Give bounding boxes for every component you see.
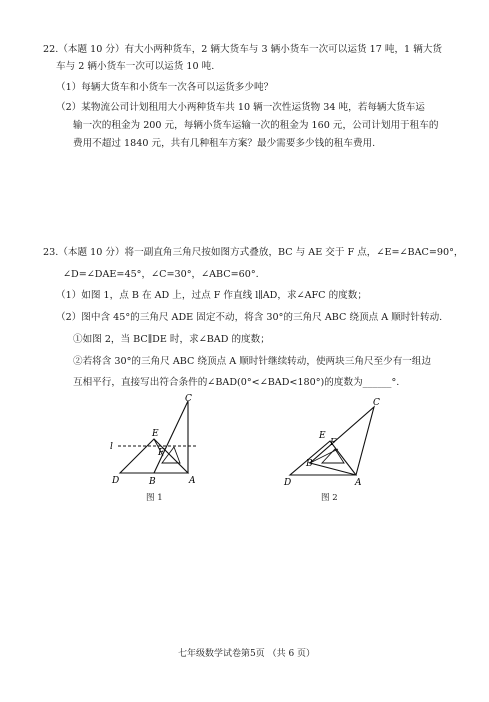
q22-part2-line1: （2）某物流公司计划租用大小两种货车共 10 辆一次性运货物 34 吨，若每辆大货车运: [56, 102, 425, 113]
fig2-triangle-ade: [290, 441, 356, 475]
q22-line2: 车与 2 辆小货车一次可以运货 10 吨.: [56, 61, 215, 72]
fig2-caption: 图 2: [321, 493, 338, 503]
q22-line1: 22.（本题 10 分）有大小两种货车，2 辆大货车与 3 辆小货车一次可以运货 17 吨，1 辆大货: [43, 44, 442, 55]
fig2-triangle-abc: [310, 407, 374, 475]
fig2-label-a: A: [355, 478, 362, 488]
figure-1: [108, 393, 218, 488]
fig2-label-f: F: [330, 438, 337, 448]
q23-part2-line1: （2）图中含 45°的三角尺 ADE 固定不动，将含 30°的三角尺 ABC 绕顶点 A 顺时针转动.: [56, 312, 443, 323]
fig1-triangle-abc: [154, 401, 188, 473]
fig2-label-e: E: [319, 431, 326, 441]
fig2-label-c: C: [373, 398, 380, 408]
q23-part1: （1）如图 1，点 B 在 AD 上，过点 F 作直线 l∥AD，求∠AFC 的度数；: [56, 290, 367, 301]
fig1-label-a: A: [189, 476, 196, 486]
q23-sub1: ①如图 2，当 BC∥DE 时，求∠BAD 的度数；: [73, 334, 270, 345]
fig1-label-l: l: [110, 442, 113, 452]
q22-part2-line3: 费用不超过 1840 元，共有几种租车方案？最少需要多少钱的租车费用.: [73, 138, 376, 149]
fig2-label-b: B: [306, 459, 313, 469]
fig1-label-f: F: [158, 448, 165, 458]
q23-line2: ∠D=∠DAE=45°，∠C=30°，∠ABC=60°.: [63, 269, 259, 280]
q23-sub2-line2: 互相平行，直接写出符合条件的∠BAD(0°<∠BAD<180°)的度数为______°.: [73, 377, 400, 388]
fig1-label-e: E: [152, 429, 159, 439]
page-footer: 七年级数学试卷第5页 （共 6 页）: [178, 649, 316, 659]
q22-part2-line2: 输一次的租金为 200 元，每辆小货车运输一次的租金为 160 元，公司计划用于租车的: [73, 120, 439, 131]
fig1-label-c: C: [185, 394, 192, 404]
q23-sub2-line1: ②若将含 30°的三角尺 ABC 绕顶点 A 顺时针继续转动，使两块三角尺至少有一组边: [73, 356, 432, 367]
q22-part1: （1）每辆大货车和小货车一次各可以运货多少吨？: [56, 82, 274, 93]
fig1-caption: 图 1: [146, 493, 163, 503]
figure-2: [280, 393, 392, 488]
fig1-label-d: D: [112, 476, 120, 486]
q23-line1: 23.（本题 10 分）将一副直角三角尺按如图方式叠放，BC 与 AE 交于 F 点，∠E=∠BAC=90°，: [43, 247, 464, 258]
fig2-label-d: D: [284, 478, 292, 488]
fig1-label-b: B: [149, 477, 156, 487]
